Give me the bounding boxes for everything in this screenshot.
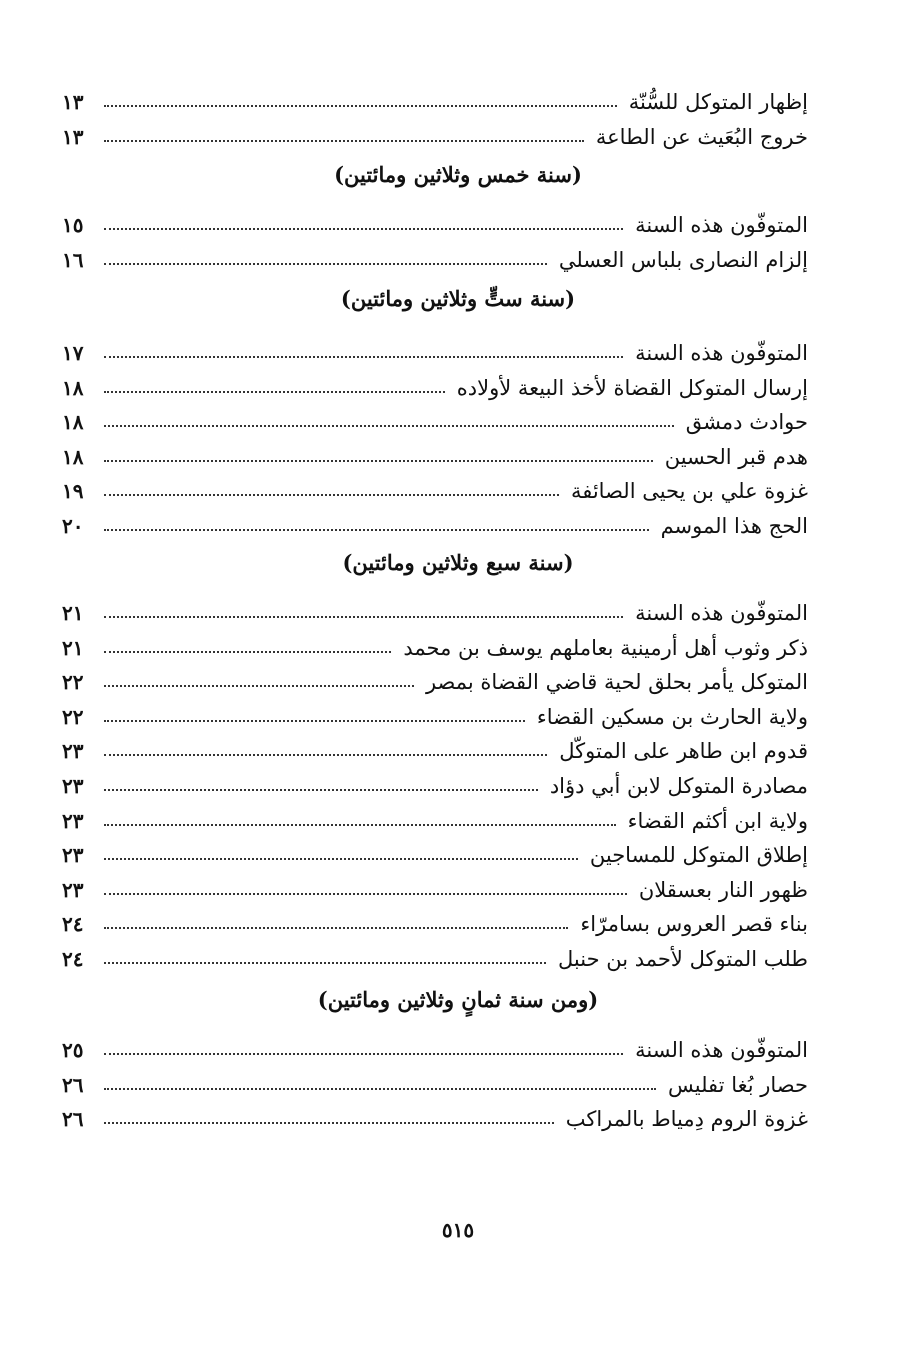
entry-page-number: ١٨ <box>62 410 84 435</box>
dot-leader <box>104 651 391 653</box>
toc-entry[interactable] <box>62 1065 808 1099</box>
dot-leader <box>104 685 414 687</box>
entry-page-number: ١٣ <box>62 90 84 114</box>
toc-entry[interactable] <box>62 939 808 973</box>
dot-leader <box>104 789 538 791</box>
dot-leader <box>104 105 617 107</box>
toc-entry[interactable] <box>62 240 808 274</box>
entry-page-number: ٢٣ <box>62 843 84 868</box>
entry-page-number: ٢٠ <box>62 514 84 538</box>
toc-entry[interactable] <box>62 205 808 239</box>
entry-title: هدم قبر الحسين <box>664 444 808 469</box>
toc-entry[interactable] <box>62 117 808 151</box>
entry-page-number: ١٧ <box>62 341 84 365</box>
toc-entry[interactable] <box>62 801 808 835</box>
entry-title: غزوة الروم دِمياط بالمراكب <box>565 1107 808 1132</box>
entry-title: حصار بُغا تفليس <box>668 1072 808 1097</box>
entry-page-number: ١٨ <box>62 444 84 469</box>
dot-leader <box>104 1088 656 1090</box>
dot-leader <box>104 616 623 618</box>
dot-leader <box>104 263 547 265</box>
toc-entry[interactable] <box>62 333 808 367</box>
entry-title: خروج البُعَيث عن الطاعة <box>595 124 808 149</box>
entry-page-number: ٢١ <box>62 635 84 660</box>
toc-entry[interactable] <box>62 870 808 904</box>
entry-page-number: ٢٤ <box>62 947 84 971</box>
entry-title: طلب المتوكل لأحمد بن حنبل <box>558 947 808 971</box>
entry-page-number: ١٦ <box>62 247 84 272</box>
entry-title: المتوفّون هذه السنة <box>635 213 808 237</box>
entry-title: الحج هذا الموسم <box>660 514 808 538</box>
dot-leader <box>104 927 568 929</box>
entry-title: ذكر وثوب أهل أرمينية بعاملهم يوسف بن محمد <box>403 635 808 660</box>
entry-page-number: ٢٣ <box>62 739 84 764</box>
toc-entry[interactable] <box>62 766 808 800</box>
entry-page-number: ٢٣ <box>62 808 84 833</box>
dot-leader <box>104 858 578 860</box>
entry-title: ظهور النار بعسقلان <box>638 877 808 902</box>
toc-entry[interactable] <box>62 697 808 731</box>
entry-page-number: ٢٣ <box>62 774 84 798</box>
entry-page-number: ٢٢ <box>62 670 84 695</box>
entry-page-number: ١٩ <box>62 479 84 504</box>
entry-title: المتوفّون هذه السنة <box>635 601 808 625</box>
entry-title: إرسال المتوكل القضاة لأخذ البيعة لأولاده <box>456 375 808 400</box>
entry-page-number: ١٣ <box>62 124 84 149</box>
dot-leader <box>104 962 546 964</box>
dot-leader <box>104 356 623 358</box>
entry-title: إظهار المتوكل للسُّنّة <box>628 90 808 114</box>
entry-page-number: ١٨ <box>62 375 84 400</box>
toc-entry[interactable] <box>62 835 808 869</box>
entry-title: حوادث دمشق <box>685 410 808 435</box>
entry-page-number: ٢٣ <box>62 877 84 902</box>
toc-entry[interactable] <box>62 402 808 436</box>
toc-entry[interactable] <box>62 1099 808 1133</box>
toc-entry[interactable] <box>62 904 808 938</box>
entry-title: بناء قصر العروس بسامرّاء <box>580 912 808 937</box>
dot-leader <box>104 425 674 427</box>
year-heading: (سنة خمس وثلاثين ومائتين) <box>334 162 582 187</box>
toc-entry[interactable] <box>62 506 808 540</box>
dot-leader <box>104 824 616 826</box>
toc-entry[interactable] <box>62 593 808 627</box>
entry-title: ولاية ابن أكثم القضاء <box>627 808 808 833</box>
dot-leader <box>104 529 649 531</box>
year-heading: (ومن سنة ثمانٍ وثلاثين ومائتين) <box>317 987 599 1012</box>
entry-title: مصادرة المتوكل لابن أبي دؤاد <box>549 774 808 798</box>
entry-title: قدوم ابن طاهر على المتوكّل <box>559 739 808 764</box>
dot-leader <box>104 1122 554 1124</box>
year-heading: (سنة ستٍّ وثلاثين ومائتين) <box>340 286 576 311</box>
entry-title: إطلاق المتوكل للمساجين <box>589 843 808 868</box>
entry-page-number: ٢٥ <box>62 1038 84 1062</box>
toc-entry[interactable] <box>62 662 808 696</box>
entry-page-number: ١٥ <box>62 213 84 237</box>
dot-leader <box>104 391 445 393</box>
dot-leader <box>104 754 547 756</box>
dot-leader <box>104 140 584 142</box>
entry-title: المتوفّون هذه السنة <box>635 1038 808 1062</box>
entry-title: ولاية الحارث بن مسكين القضاء <box>536 704 808 729</box>
entry-title: المتوكل يأمر بحلق لحية قاضي القضاة بمصر <box>425 670 808 695</box>
dot-leader <box>104 460 653 462</box>
entry-title: المتوفّون هذه السنة <box>635 341 808 365</box>
dot-leader <box>104 720 525 722</box>
toc-entry[interactable] <box>62 82 808 116</box>
dot-leader <box>104 893 627 895</box>
entry-page-number: ٢٤ <box>62 912 84 937</box>
toc-entry[interactable] <box>62 628 808 662</box>
toc-entry[interactable] <box>62 368 808 402</box>
entry-title: إلزام النصارى بلباس العسلي <box>558 247 808 272</box>
dot-leader <box>104 1053 623 1055</box>
entry-page-number: ٢١ <box>62 601 84 625</box>
toc-entry[interactable] <box>62 471 808 505</box>
toc-entry[interactable] <box>62 437 808 471</box>
entry-page-number: ٢٢ <box>62 704 84 729</box>
dot-leader <box>104 228 623 230</box>
page-number: ٥١٥ <box>441 1218 475 1242</box>
dot-leader <box>104 494 559 496</box>
toc-entry[interactable] <box>62 731 808 765</box>
entry-page-number: ٢٦ <box>62 1072 84 1097</box>
toc-entry[interactable] <box>62 1030 808 1064</box>
entry-page-number: ٢٦ <box>62 1107 84 1132</box>
entry-title: غزوة علي بن يحيى الصائفة <box>570 479 808 504</box>
year-heading: (سنة سبع وثلاثين ومائتين) <box>342 550 574 575</box>
